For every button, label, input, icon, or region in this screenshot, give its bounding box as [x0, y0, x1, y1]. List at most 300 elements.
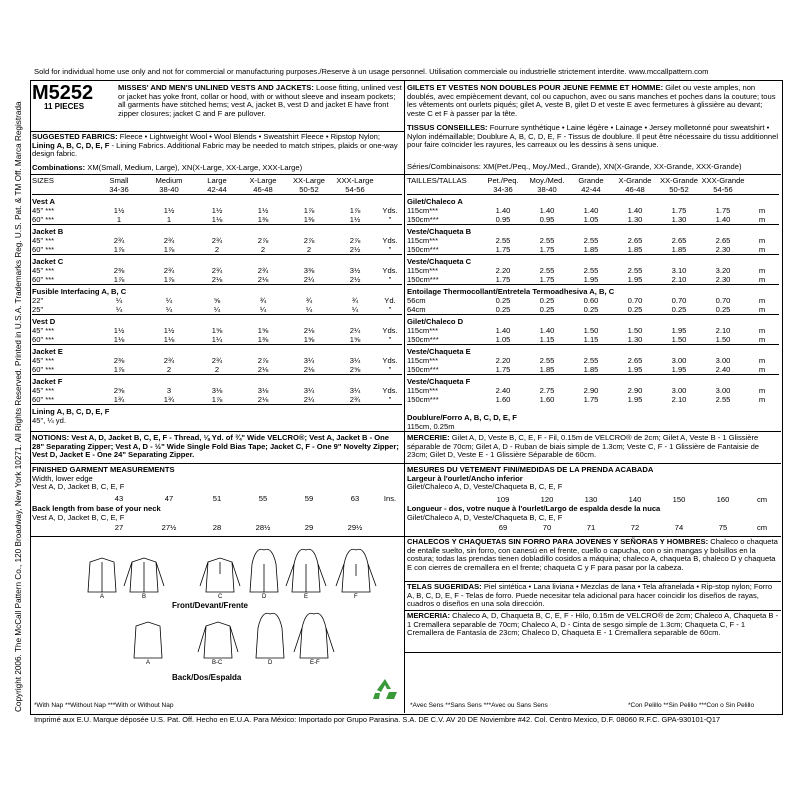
fabric-width: 60" *** — [32, 275, 55, 284]
pattern-number: M5252 — [32, 82, 94, 104]
yardage-value: 1⅞ — [113, 365, 125, 374]
front-vest-d — [250, 549, 278, 592]
size-name: Small — [109, 176, 129, 185]
measure-value: 63 — [350, 494, 360, 503]
yardage-value: 1.50 — [627, 326, 643, 335]
yardage-value: 3.00 — [715, 356, 731, 365]
measure-value: 160 — [716, 495, 730, 504]
yardage-row — [32, 245, 402, 255]
yardage-value: 3.10 — [671, 266, 687, 275]
sketch-letter: E — [304, 594, 309, 600]
unit: m — [758, 305, 766, 314]
measure-value: 72 — [630, 523, 640, 532]
yardage-value: 1.50 — [583, 326, 599, 335]
yardage-value: 3¼ — [303, 356, 315, 365]
measure-value: 27½ — [161, 523, 177, 532]
garment-title-row — [32, 255, 402, 267]
garment-title: Vest A — [32, 195, 402, 207]
fabric-width: 45" *** — [32, 326, 55, 335]
yardage-value: 2.10 — [671, 395, 687, 404]
sketch-letter: A — [100, 594, 105, 600]
blank-cell — [407, 185, 481, 195]
size-measure: 42-44 — [207, 185, 227, 194]
size-measure: 50-52 — [669, 185, 689, 194]
sizes-label: SIZES — [32, 176, 54, 185]
yardage-value: ¼ — [259, 305, 267, 314]
yardage-value: ¼ — [165, 296, 173, 305]
yardage-value: 1.30 — [627, 215, 643, 224]
unit-cell — [745, 176, 779, 185]
fabric-width: 60" *** — [32, 215, 55, 224]
yardage-value: 0.60 — [583, 296, 599, 305]
yardage-value: 2.40 — [495, 386, 511, 395]
yardage-row — [407, 365, 779, 375]
yardage-value: 1⅞ — [163, 275, 175, 284]
yardage-value: 1.95 — [627, 275, 643, 284]
fabric-width: 60" *** — [32, 245, 55, 254]
yardage-value: 1⅛ — [163, 335, 175, 344]
yardage-value: 2.65 — [627, 356, 643, 365]
yardage-value: ¾ — [305, 296, 313, 305]
yardage-value: 2¼ — [349, 326, 361, 335]
yardage-value: 1⅞ — [211, 395, 223, 404]
garment-title: Jacket B — [32, 225, 402, 237]
yardage-value: 1 — [166, 215, 172, 224]
sketch-letter: D — [268, 660, 273, 666]
yardage-value: 1.95 — [671, 365, 687, 374]
fabric-width: 25" — [32, 305, 44, 314]
merceria-es: MERCERIA: Chaleco A, D, Chaqueta B, C, E, F - Hilo, 0.15m de VELCRO® de 2cm; Chaleco A, Chaqueta B - 1 Cremallera separable de 70cm; Chaleco A, D - Cinta de sesgo simple de 1.3cm; Chaqueta C, F - 1 Cremallera de Fantasía de 23cm; Chaleco D, Chaqueta E - 1 Cremallera separable de 60cm. — [407, 611, 779, 637]
yardage-value: 2.55 — [539, 236, 555, 245]
yardage-value: 1.85 — [627, 245, 643, 254]
back-jacket-bc — [198, 622, 238, 658]
description-en: MISSES' AND MEN'S UNLINED VESTS AND JACKETS: Loose fitting, unlined vest or jacket has yoke front, collar or hood, with or without sleeve and inseam pockets; all garments have stitched hems; vest A, jacket B, vest D and jacket E have front zipper closures; jacket C and F are pullover. — [118, 83, 402, 118]
yardage-value: 2 — [166, 365, 172, 374]
unit: " — [388, 245, 392, 254]
back-jacket-ef — [294, 613, 334, 658]
yardage-value: 2.55 — [495, 236, 511, 245]
size-name: XX-Grande — [660, 176, 698, 185]
unit — [378, 523, 402, 532]
yardage-value: 1½ — [257, 206, 269, 215]
garment-title: Veste/Chaqueta F — [407, 375, 779, 387]
yardage-value: 1½ — [163, 206, 175, 215]
yardage-value: 0.25 — [539, 296, 555, 305]
front-label: Front/Devant/Frente — [172, 601, 249, 610]
yardage-value: 2⅞ — [303, 236, 315, 245]
fabric-width: 45" *** — [32, 386, 55, 395]
yardage-value: 1.75 — [495, 365, 511, 374]
fabrics-fr: TISSUS CONSEILLES: Fourrure synthétique • Laine légère • Lainage • Jersey molletonné pour sweatshirt • Nylon indémaillable; Doublure A, B, C, D, E, F - Tissus de doublure. Il peut être nécessaire du tissu additionnel pour faire coïncider les rayures, les carreaux ou les dessins à sens unique. — [407, 123, 779, 149]
yardage-value: 2⅜ — [113, 356, 125, 365]
lining-value: 45", ¼ yd. — [32, 416, 66, 425]
yardage-value: 2.55 — [583, 356, 599, 365]
size-measure: 54-56 — [345, 185, 365, 194]
yardage-value: 2.65 — [715, 236, 731, 245]
back-length-en: Back length from base of your neck Vest A, D, Jacket B, C, E, F — [32, 504, 161, 522]
garment-title-row — [407, 195, 779, 207]
yardage-value: 1.75 — [539, 275, 555, 284]
yardage-value: 1⅞ — [349, 206, 361, 215]
yardage-value: 2.75 — [539, 386, 555, 395]
measure-value: 27 — [114, 523, 124, 532]
yardage-value: 1.15 — [539, 335, 555, 344]
yardage-value: 1⅜ — [303, 215, 315, 224]
garment-title: Jacket E — [32, 345, 402, 357]
yardage-value: 3.20 — [715, 266, 731, 275]
yardage-value: 3¼ — [349, 386, 361, 395]
unit: m — [758, 326, 766, 335]
yardage-value: 2 — [306, 245, 312, 254]
yardage-value: 2 — [260, 245, 266, 254]
yardage-value: 1.30 — [627, 335, 643, 344]
yardage-value: 3½ — [349, 266, 361, 275]
top-notice: Sold for individual home use only and not for commercial or manufacturing purposes./Reserve à un usage personnel. Utilisation commerciale ou industrielle strictement interdite. www.mccallpattern.com — [34, 67, 709, 76]
size-name: XXX-Large — [336, 176, 374, 185]
size-measure: 50-52 — [299, 185, 319, 194]
yardage-value: 1.40 — [495, 206, 511, 215]
yardage-value: 1⅜ — [257, 215, 269, 224]
back-label: Back/Dos/Espalda — [172, 673, 242, 682]
yardage-value: 2⅞ — [349, 236, 361, 245]
yardage-row — [32, 275, 402, 285]
yardage-value: 1.40 — [539, 206, 555, 215]
yardage-value: 1⅞ — [163, 245, 175, 254]
yardage-row — [32, 236, 402, 245]
measure-value: 75 — [718, 523, 728, 532]
unit: Yd. — [384, 296, 396, 305]
fabric-width: 150cm*** — [407, 215, 439, 224]
size-measures-row — [32, 185, 402, 195]
description-fr: GILETS ET VESTES NON DOUBLES POUR JEUNE FEMME ET HOMME: Gilet ou veste amples, non doublés, avec empiècement devant, col ou capuchon, avec ou sans manches et poches dans la couture; tous les vêtements ont ourlets piqués; gilet A, veste B, gilet D et veste E avec fermetures à glissière au devant; veste C et F à passer par la tête. — [407, 83, 776, 118]
yardage-value: 2¾ — [163, 356, 175, 365]
size-measure: 34-36 — [493, 185, 513, 194]
measure-value: 28 — [212, 523, 222, 532]
garment-title-row — [407, 315, 779, 327]
unit-cell — [378, 185, 402, 195]
yardage-value: 2⅛ — [257, 365, 269, 374]
yardage-value: 1⅝ — [303, 335, 315, 344]
yardage-value: 3⅜ — [303, 266, 315, 275]
yardage-row — [407, 335, 779, 345]
size-names-row — [407, 176, 779, 185]
front-vest-a — [88, 558, 116, 592]
yardage-value: 2.65 — [627, 236, 643, 245]
fabrics-es: TELAS SUGERIDAS: Piel sintética • Lana liviana • Mezclas de lana • Tela afranelada • Rip-stop nylon; Forro A, B, C, D, E, F - Telas de forro. Puede necesitar tela adicional para hacer coincidir los diseños de rayas, cuadros o diseños en una sola dirección. — [407, 582, 773, 608]
unit: " — [388, 395, 392, 404]
yardage-value: 2.55 — [583, 236, 599, 245]
blank-cell — [407, 523, 481, 532]
fabric-width: 45" *** — [32, 236, 55, 245]
yardage-row — [407, 326, 779, 335]
unit: Yds. — [382, 386, 398, 395]
unit: m — [758, 236, 766, 245]
yardage-value: 3.00 — [671, 356, 687, 365]
lining-value-row — [32, 416, 402, 425]
lining-title: Lining A, B, C, D, E, F — [32, 405, 402, 417]
size-measure: 46-48 — [625, 185, 645, 194]
size-name: Grande — [578, 176, 604, 185]
yardage-value: ¼ — [305, 305, 313, 314]
garment-title-row — [32, 345, 402, 357]
measure-value: 43 — [114, 494, 124, 503]
yardage-value: 2.10 — [715, 326, 731, 335]
yardage-value: 2¼ — [303, 395, 315, 404]
fabric-width: 45" *** — [32, 206, 55, 215]
unit: m — [758, 266, 766, 275]
measure-value: 51 — [212, 494, 222, 503]
size-name: Pet./Peq. — [487, 176, 519, 185]
yardage-table-en — [32, 176, 402, 425]
measure-value: 29 — [304, 523, 314, 532]
yardage-value: 1.15 — [583, 335, 599, 344]
garment-title-row — [407, 285, 779, 297]
yardage-value: 2¾ — [349, 395, 361, 404]
yardage-row — [407, 236, 779, 245]
sketch-letter: A — [146, 660, 151, 666]
yardage-value: 1.85 — [671, 245, 687, 254]
garment-title: Entoilage Thermocollant/Entretela Termoadhesiva A, B, C — [407, 285, 779, 297]
yardage-row — [407, 266, 779, 275]
yardage-value: 1.95 — [627, 365, 643, 374]
yardage-value: ¼ — [213, 305, 221, 314]
yardage-value: 1.60 — [539, 395, 555, 404]
yardage-value: 2.55 — [715, 395, 731, 404]
yardage-value: 1.40 — [627, 206, 643, 215]
yardage-value: 2.55 — [627, 266, 643, 275]
yardage-value: 3⅛ — [211, 386, 223, 395]
sketch-letter: C — [218, 594, 223, 600]
yardage-value: 2¾ — [163, 236, 175, 245]
blank-cell — [32, 494, 94, 503]
yardage-value: 2⅞ — [257, 236, 269, 245]
back-vest-a — [134, 622, 162, 658]
sketch-letter: F — [354, 594, 358, 600]
yardage-value: 2⅛ — [211, 275, 223, 284]
pattern-pieces: 11 PIECES — [44, 102, 85, 111]
yardage-value: 0.95 — [495, 215, 511, 224]
yardage-value: 1¾ — [113, 395, 125, 404]
back-length-fr: Longueur - dos, votre nuque à l'ourlet/Largo de espalda desde la nuca Gilet/Chaleco A, D, Veste/Chaqueta B, C, E, F — [407, 504, 661, 522]
fabrics-en: SUGGESTED FABRICS: Fleece • Lightweight Wool • Wool Blends • Sweatshirt Fleece • Ripstop Nylon; Lining A, B, C, D, E, F - Lining Fabrics. Additional Fabric may be needed to match stripes, plaids or one-way design fabric. — [32, 132, 398, 158]
yardage-row — [407, 386, 779, 395]
unit: cm — [756, 495, 768, 504]
blank-cell — [407, 495, 481, 504]
measure-value: 55 — [258, 494, 268, 503]
measures-fr: MESURES DU VETEMENT FINI/MEDIDAS DE LA PRENDA ACABADA Largeur à l'ourlet/Ancho inferior Gilet/Chaleco A, D, Veste/Chaqueta B, C, E, F — [407, 465, 654, 491]
fabric-width: 115cm*** — [407, 266, 439, 275]
yardage-value: 2.20 — [495, 266, 511, 275]
yardage-row — [407, 356, 779, 365]
measure-value: 71 — [586, 523, 596, 532]
yardage-value: 1⅜ — [257, 335, 269, 344]
yardage-value: 2½ — [349, 275, 361, 284]
unit: Yds. — [382, 206, 398, 215]
yardage-row — [407, 206, 779, 215]
yardage-value: 1.60 — [495, 395, 511, 404]
fabric-width: 22" — [32, 296, 44, 305]
yardage-value: 2.30 — [715, 275, 731, 284]
yardage-value: 3¼ — [349, 356, 361, 365]
unit: Yds. — [382, 266, 398, 275]
yardage-value: 1⅞ — [113, 245, 125, 254]
yardage-value: 1⅞ — [113, 275, 125, 284]
pattern-header — [32, 83, 116, 112]
yardage-value: 2.40 — [715, 365, 731, 374]
garment-title: Gilet/Chaleco A — [407, 195, 779, 207]
yardage-row — [32, 326, 402, 335]
yardage-value: 1.95 — [671, 326, 687, 335]
measure-value: 59 — [304, 494, 314, 503]
fabric-width: 45" *** — [32, 266, 55, 275]
yardage-row — [32, 206, 402, 215]
unit: m — [758, 206, 766, 215]
measure-value: 69 — [498, 523, 508, 532]
description-es: CHALECOS Y CHAQUETAS SIN FORRO PARA JOVENES Y SEÑORAS Y HOMBRES: Chaleco o chaqueta de entalle suelto, sin forro, con canesú en el frente, cuello o capucha, con o sin mangas y bolsillos en la costura; todas las prendas tienen dobladillo cosidos a máquina; chaleco A, chaqueta B, chaleco D y chaqueta E con cierres de cremallera en el frente; chaqueta C y F para pasar por la cabeza. — [407, 537, 778, 572]
unit: " — [388, 305, 392, 314]
yardage-value: 1.95 — [627, 395, 643, 404]
garment-title: Gilet/Chaleco D — [407, 315, 779, 327]
yardage-value: ¼ — [115, 296, 123, 305]
yardage-value: 1.40 — [715, 215, 731, 224]
unit: cm — [756, 523, 768, 532]
sketch-letter: B — [142, 594, 147, 600]
yardage-value: ¾ — [351, 296, 359, 305]
yardage-value: 2.65 — [671, 236, 687, 245]
yardage-value: 2.10 — [671, 275, 687, 284]
sketch-letter: D — [262, 594, 267, 600]
fabric-width: 115cm*** — [407, 206, 439, 215]
unit: " — [388, 275, 392, 284]
yardage-value: 1.05 — [583, 215, 599, 224]
yardage-value: 2½ — [349, 245, 361, 254]
measure-value: 29½ — [347, 523, 363, 532]
unit: m — [758, 386, 766, 395]
yardage-value: 2⅛ — [257, 395, 269, 404]
yardage-value: 2.20 — [495, 356, 511, 365]
yardage-value: 0.25 — [539, 305, 555, 314]
unit: Yds. — [382, 326, 398, 335]
unit: m — [758, 335, 766, 344]
size-name: Medium — [155, 176, 183, 185]
yardage-row — [32, 335, 402, 345]
yardage-value: 1⅝ — [349, 335, 361, 344]
size-name: XXX-Grande — [701, 176, 745, 185]
yardage-value: 3.00 — [715, 386, 731, 395]
measure-value: 70 — [542, 523, 552, 532]
yardage-value: 0.25 — [495, 305, 511, 314]
back-row-fr — [407, 523, 779, 532]
yardage-value: 1.95 — [583, 275, 599, 284]
yardage-value: 0.95 — [539, 215, 555, 224]
mercerie-fr: MERCERIE: Gilet A, D, Veste B, C, E, F - Fil, 0.15m de VELCRO® de 2cm; Gilet A, Veste B - 1 Glissière séparable de 70cm; Gilet A, D - Ruban de biais simple de 1.3cm; Veste C, F - 1 Glissière de Fantaisie de 23cm; Gilet D, Veste E - 1 Glissière Séparable de 60cm. — [407, 433, 760, 459]
yardage-row — [32, 296, 402, 305]
yardage-row — [407, 215, 779, 225]
measure-value: 120 — [540, 495, 554, 504]
finished-measurements-en: FINISHED GARMENT MEASUREMENTS Width, lower edge Vest A, D, Jacket B, C, E, F — [32, 465, 175, 491]
garment-title-row — [407, 255, 779, 267]
front-jacket-e — [286, 549, 326, 592]
yardage-value: 2.55 — [583, 266, 599, 275]
front-jacket-c — [200, 558, 240, 592]
yardage-value: 1.50 — [671, 335, 687, 344]
yardage-value: 1½ — [163, 326, 175, 335]
unit: " — [388, 365, 392, 374]
yardage-value: 1.85 — [583, 365, 599, 374]
yardage-row — [407, 275, 779, 285]
size-measures-row — [407, 185, 779, 195]
yardage-row — [407, 395, 779, 404]
size-measure: 38-40 — [537, 185, 557, 194]
front-jacket-b — [124, 558, 164, 592]
garment-title-row — [32, 195, 402, 207]
yardage-value: 0.25 — [495, 296, 511, 305]
back-vest-d — [256, 613, 284, 658]
size-measure: 38-40 — [159, 185, 179, 194]
fabric-width: 64cm — [407, 305, 426, 314]
yardage-value: ¼ — [351, 305, 359, 314]
unit: m — [758, 245, 766, 254]
yardage-value: 2¾ — [211, 236, 223, 245]
garment-title: Veste/Chaqueta E — [407, 345, 779, 357]
yardage-value: ¾ — [259, 296, 267, 305]
yardage-value: 2.90 — [583, 386, 599, 395]
yardage-value: 2⅝ — [349, 365, 361, 374]
yardage-value: 2.55 — [539, 266, 555, 275]
unit: Yds. — [382, 236, 398, 245]
fabric-width: 150cm*** — [407, 275, 439, 284]
garment-title: Veste/Chaqueta B — [407, 225, 779, 237]
yardage-value: 2¾ — [211, 356, 223, 365]
yardage-value: 2⅞ — [257, 356, 269, 365]
lining-row — [32, 405, 402, 417]
yardage-value: 1.85 — [539, 365, 555, 374]
measure-value: 150 — [672, 495, 686, 504]
unit: m — [758, 365, 766, 374]
width-row-fr — [407, 495, 779, 504]
yardage-row — [32, 365, 402, 375]
fabric-width: 150cm*** — [407, 365, 439, 374]
unit: m — [758, 215, 766, 224]
yardage-value: 2.30 — [715, 245, 731, 254]
size-measure: 42-44 — [581, 185, 601, 194]
yardage-value: 1½ — [349, 215, 361, 224]
fabric-width: 115cm*** — [407, 356, 439, 365]
yardage-value: 3.00 — [671, 386, 687, 395]
yardage-value: 1.75 — [715, 206, 731, 215]
width-row-en — [32, 494, 402, 503]
bottom-notice: Imprimé aux E.U. Marque déposée U.S. Pat. Off. Hecho en E.U.A. Para México: Importado por Grupo Parasina. S.A. DE C.V. AV 20 DE Noviembre #42. Col. Centro Mexico, D.F. 08060 R.F.C. GPA-930101-Q17 — [34, 715, 721, 724]
yardage-value: 1.40 — [495, 326, 511, 335]
yardage-value: 1⅝ — [257, 326, 269, 335]
yardage-row — [32, 215, 402, 225]
yardage-value: 1.30 — [671, 215, 687, 224]
size-name: X-Grande — [618, 176, 652, 185]
yardage-value: ¼ — [165, 305, 173, 314]
sketch-letter: E-F — [310, 660, 320, 666]
nap-note-es: *Con Pelillo **Sin Pelillo ***Con o Sin Pelillo — [628, 702, 755, 709]
size-name: Moy./Med. — [529, 176, 565, 185]
yardage-row — [407, 305, 779, 315]
yardage-value: 2⅜ — [113, 266, 125, 275]
nap-note-en: *With Nap **Without Nap ***With or Without Nap — [34, 702, 174, 709]
yardage-value: 1¼ — [211, 335, 223, 344]
unit: " — [388, 335, 392, 344]
measure-value: 140 — [628, 495, 642, 504]
yardage-value: 2¾ — [163, 266, 175, 275]
nap-note-fr: *Avec Sens **Sans Sens ***Avec ou Sans Sens — [410, 702, 548, 709]
yardage-value: 3⅛ — [257, 386, 269, 395]
